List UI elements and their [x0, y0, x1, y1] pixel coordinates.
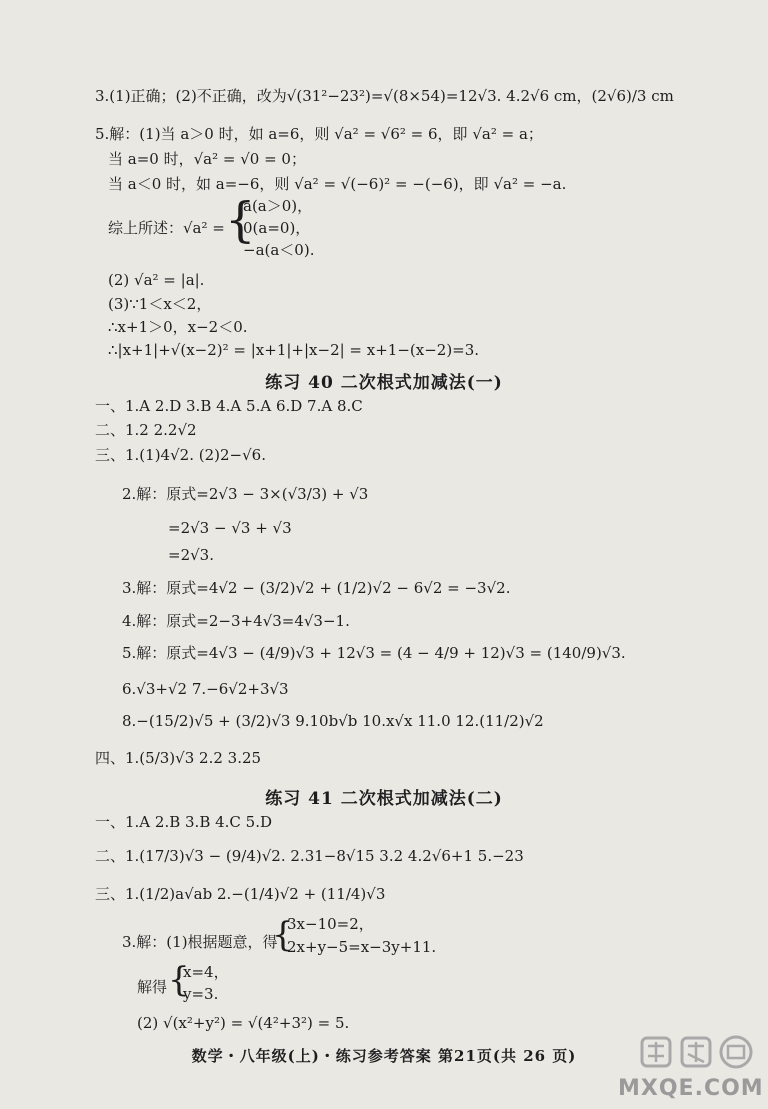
answer-line: 解得 [137, 978, 168, 996]
answer-line: ∴x+1＞0，x−2＜0. [108, 318, 248, 336]
answer-line: 3.解：原式=4√2 − (3/2)√2 + (1/2)√2 − 6√2 = −3√2. [122, 579, 511, 597]
equation-case: y=3. [183, 985, 219, 1003]
answer-line: 一、1.A 2.B 3.B 4.C 5.D [95, 813, 273, 831]
answer-line: =2√3 − √3 + √3 [168, 519, 292, 537]
answer-line: 一、1.A 2.D 3.B 4.A 5.A 6.D 7.A 8.C [95, 397, 363, 415]
watermark-site-text: MXQE.COM [618, 1076, 764, 1101]
answer-line: 4.解：原式=2−3+4√3=4√3−1. [122, 612, 350, 630]
left-brace-icon: { [272, 915, 294, 955]
section-heading: 练习 41 二次根式加减法(二) [265, 789, 503, 809]
answer-line: 8.−(15/2)√5 + (3/2)√3 9.10b√b 10.x√x 11.0 12.(11/2)√2 [122, 712, 544, 730]
answer-line: (2) √a² = |a|. [108, 271, 205, 289]
section-heading: 练习 40 二次根式加减法(一) [265, 373, 503, 393]
equation-case: x=4， [183, 963, 229, 981]
answer-line: 四、1.(5/3)√3 2.2 3.25 [95, 749, 262, 767]
answer-line: 三、1.(1)4√2. (2)2−√6. [95, 446, 266, 464]
page-footer: 数学・八年级(上)・练习参考答案 第21页(共 26 页) [191, 1047, 577, 1065]
answer-line: (2) √(x²+y²) = √(4²+3²) = 5. [137, 1014, 350, 1032]
left-brace-icon: { [225, 192, 256, 248]
piecewise-case: a(a＞0)， [243, 197, 313, 215]
equation-case: 3x−10=2， [287, 915, 374, 933]
piecewise-case: −a(a＜0). [243, 241, 315, 259]
answer-line: 综上所述：√a² = [108, 219, 225, 237]
answer-circle-logo-icon [638, 1032, 758, 1072]
answer-line: 当 a＜0 时，如 a=−6，则 √a² = √(−6)² = −(−6)，即 √a² = −a. [108, 175, 567, 193]
answer-line: 二、1.(17/3)√3 − (9/4)√2. 2.31−8√15 3.2 4.2√6+1 5.−23 [95, 847, 524, 865]
answer-line: 3.(1)正确；(2)不正确，改为√(31²−23²)=√(8×54)=12√3. 4.2√6 cm，(2√6)/3 cm [95, 87, 674, 105]
piecewise-case: 0(a=0)， [243, 219, 311, 237]
answer-line: 当 a=0 时，√a² = √0 = 0； [108, 150, 306, 168]
left-brace-icon: { [168, 960, 190, 1000]
equation-case: 2x+y−5=x−3y+11. [287, 938, 437, 956]
answer-line: 2.解：原式=2√3 − 3×(√3/3) + √3 [122, 485, 369, 503]
answer-line: 5.解：(1)当 a＞0 时，如 a=6，则 √a² = √6² = 6，即 √a² = a； [95, 125, 543, 143]
answer-line: 三、1.(1/2)a√ab 2.−(1/4)√2 + (11/4)√3 [95, 885, 386, 903]
answer-line: 二、1.2 2.2√2 [95, 421, 197, 439]
answer-line: 5.解：原式=4√3 − (4/9)√3 + 12√3 = (4 − 4/9 + 12)√3 = (140/9)√3. [122, 644, 626, 662]
answer-line: =2√3. [168, 546, 214, 564]
answer-line: 3.解：(1)根据题意，得 [122, 933, 278, 951]
watermark [618, 1032, 764, 1101]
answer-line: (3)∵1＜x＜2， [108, 295, 212, 313]
answer-line: ∴|x+1|+√(x−2)² = |x+1|+|x−2| = x+1−(x−2)=3. [108, 341, 480, 359]
answer-line: 6.√3+√2 7.−6√2+3√3 [122, 680, 289, 698]
